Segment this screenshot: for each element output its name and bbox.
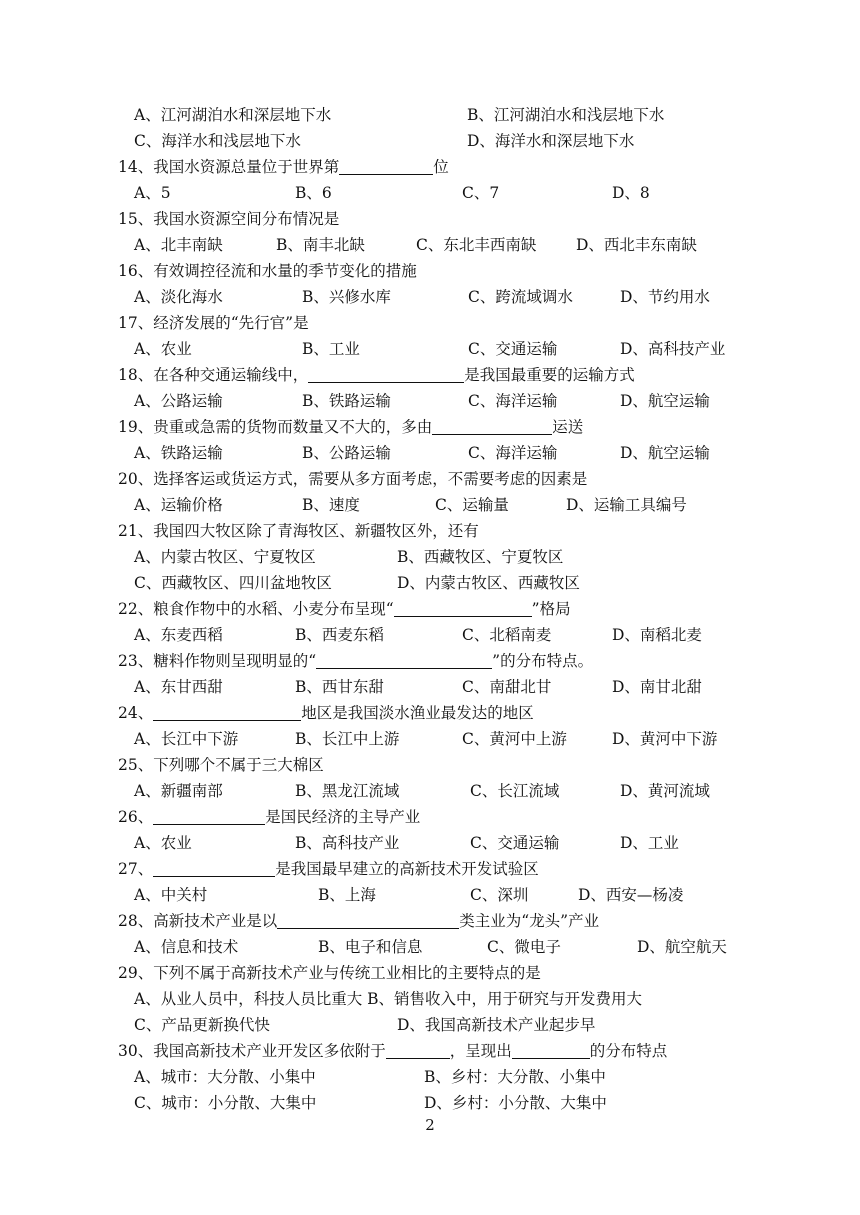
question-text-segment: 21、我国四大牧区除了青海牧区、新疆牧区外，还有 bbox=[118, 522, 479, 540]
answer-option: B、兴修水库 bbox=[302, 288, 391, 306]
answer-option: D、南稻北麦 bbox=[612, 626, 702, 644]
answer-option: B、速度 bbox=[302, 496, 360, 514]
answer-option: D、8 bbox=[612, 184, 650, 202]
answer-option: B、江河湖泊水和浅层地下水 bbox=[467, 106, 665, 124]
question-text-segment: 17、经济发展的“先行官”是 bbox=[118, 314, 309, 332]
answer-option: D、节约用水 bbox=[620, 288, 710, 306]
answer-option: A、公路运输 bbox=[134, 392, 223, 410]
answer-option: A、淡化海水 bbox=[134, 288, 223, 306]
answer-option: C、运输量 bbox=[435, 496, 509, 514]
answer-option: C、南甜北甘 bbox=[462, 678, 552, 696]
answer-option: D、黄河中下游 bbox=[612, 730, 718, 748]
answer-option: C、交通运输 bbox=[468, 340, 558, 358]
question-text-segment: ”的分布特点。 bbox=[492, 652, 594, 670]
question-text-segment: 29、下列不属于高新技术产业与传统工业相比的主要特点的是 bbox=[118, 964, 541, 982]
answer-option: A、北丰南缺 bbox=[134, 236, 223, 254]
question-text-segment: 27、 bbox=[118, 860, 154, 878]
answer-option: C、微电子 bbox=[487, 938, 561, 956]
answer-option: C、黄河中上游 bbox=[462, 730, 567, 748]
question-text-segment: 26、 bbox=[118, 808, 154, 826]
answer-option: C、北稻南麦 bbox=[462, 626, 552, 644]
answer-option: D、黄河流域 bbox=[620, 782, 710, 800]
answer-option: B、黑龙江流域 bbox=[295, 782, 400, 800]
answer-option: A、江河湖泊水和深层地下水 bbox=[134, 106, 332, 124]
answer-option: C、7 bbox=[462, 184, 500, 202]
answer-blank[interactable] bbox=[316, 652, 492, 669]
question-text bbox=[118, 806, 420, 828]
question-text-segment: 15、我国水资源空间分布情况是 bbox=[118, 210, 340, 228]
answer-blank[interactable] bbox=[308, 366, 464, 383]
answer-option: D、南甘北甜 bbox=[612, 678, 702, 696]
answer-option: B、铁路运输 bbox=[302, 392, 391, 410]
question-text bbox=[118, 702, 534, 724]
page-number: 2 bbox=[425, 1116, 435, 1134]
answer-option: C、城市：小分散、大集中 bbox=[134, 1094, 317, 1112]
answer-option: A、城市：大分散、小集中 bbox=[134, 1068, 316, 1086]
answer-option: B、南丰北缺 bbox=[276, 236, 365, 254]
answer-option: C、东北丰西南缺 bbox=[416, 236, 537, 254]
answer-blank[interactable] bbox=[153, 704, 301, 721]
answer-option: A、5 bbox=[134, 184, 171, 202]
question-text-segment: 23、糖料作物则呈现明显的“ bbox=[118, 652, 317, 670]
question-text bbox=[118, 910, 599, 932]
answer-option: C、跨流域调水 bbox=[468, 288, 573, 306]
answer-option: C、西藏牧区、四川盆地牧区 bbox=[134, 574, 332, 592]
question-text-segment: 是国民经济的主导产业 bbox=[265, 808, 421, 826]
answer-blank[interactable] bbox=[153, 808, 265, 825]
answer-blank[interactable] bbox=[153, 860, 275, 877]
answer-option: B、电子和信息 bbox=[318, 938, 423, 956]
answer-option: A、东甘西甜 bbox=[134, 678, 223, 696]
answer-option: D、运输工具编号 bbox=[566, 496, 687, 514]
answer-option: D、内蒙古牧区、西藏牧区 bbox=[397, 574, 580, 592]
answer-option: A、新疆南部 bbox=[134, 782, 223, 800]
answer-option: D、西北丰东南缺 bbox=[576, 236, 697, 254]
answer-option: A、铁路运输 bbox=[134, 444, 223, 462]
answer-blank[interactable] bbox=[386, 1042, 450, 1059]
answer-option: A、从业人员中，科技人员比重大 B、销售收入中，用于研究与开发费用大 bbox=[134, 990, 643, 1008]
answer-option: A、农业 bbox=[134, 834, 192, 852]
answer-option: C、海洋水和浅层地下水 bbox=[134, 132, 301, 150]
answer-option: B、长江中上游 bbox=[295, 730, 400, 748]
question-text-segment: 运送 bbox=[552, 418, 584, 436]
question-text bbox=[118, 1040, 667, 1062]
question-text-segment: 是我国最早建立的高新技术开发试验区 bbox=[275, 860, 539, 878]
question-text-segment: 位 bbox=[433, 158, 449, 176]
answer-blank[interactable] bbox=[432, 418, 552, 435]
answer-option: D、乡村：小分散、大集中 bbox=[424, 1094, 607, 1112]
question-text bbox=[118, 650, 593, 672]
answer-option: B、工业 bbox=[302, 340, 360, 358]
question-text bbox=[118, 364, 635, 386]
question-text-segment: 22、粮食作物中的水稻、小麦分布呈现“ bbox=[118, 600, 394, 618]
answer-option: C、海洋运输 bbox=[468, 392, 558, 410]
question-text bbox=[118, 312, 309, 334]
answer-option: D、航空运输 bbox=[620, 392, 710, 410]
answer-option: C、深圳 bbox=[470, 886, 529, 904]
answer-option: B、西藏牧区、宁夏牧区 bbox=[397, 548, 564, 566]
answer-option: D、海洋水和深层地下水 bbox=[467, 132, 635, 150]
answer-option: B、6 bbox=[295, 184, 332, 202]
question-text bbox=[118, 208, 339, 230]
question-text-segment: 19、贵重或急需的货物而数量又不大的，多由 bbox=[118, 418, 433, 436]
question-text-segment: 28、高新技术产业是以 bbox=[118, 912, 278, 930]
question-text bbox=[118, 416, 583, 438]
question-text bbox=[118, 156, 449, 178]
question-text-segment: 地区是我国淡水渔业最发达的地区 bbox=[301, 704, 534, 722]
question-text-segment: 14、我国水资源总量位于世界第 bbox=[118, 158, 340, 176]
answer-option: B、公路运输 bbox=[302, 444, 391, 462]
answer-option: A、内蒙古牧区、宁夏牧区 bbox=[134, 548, 316, 566]
answer-option: B、高科技产业 bbox=[295, 834, 400, 852]
answer-option: C、长江流域 bbox=[470, 782, 560, 800]
question-text bbox=[118, 962, 541, 984]
question-text bbox=[118, 858, 539, 880]
question-text-segment: 20、选择客运或货运方式，需要从多方面考虑，不需要考虑的因素是 bbox=[118, 470, 588, 488]
question-text bbox=[118, 520, 479, 542]
question-text-segment: ，呈现出 bbox=[449, 1042, 512, 1060]
answer-blank[interactable] bbox=[339, 158, 433, 175]
question-text bbox=[118, 598, 571, 620]
answer-blank[interactable] bbox=[277, 912, 459, 929]
answer-option: A、中关村 bbox=[134, 886, 208, 904]
question-text-segment: 16、有效调控径流和水量的季节变化的措施 bbox=[118, 262, 417, 280]
answer-option: D、工业 bbox=[620, 834, 679, 852]
answer-option: B、西甘东甜 bbox=[295, 678, 384, 696]
question-text-segment: 的分布特点 bbox=[589, 1042, 668, 1060]
answer-option: C、产品更新换代快 bbox=[134, 1016, 270, 1034]
answer-option: D、西安—杨凌 bbox=[578, 886, 684, 904]
answer-option: B、西麦东稻 bbox=[295, 626, 384, 644]
answer-option: D、航空航天 bbox=[637, 938, 727, 956]
answer-option: A、信息和技术 bbox=[134, 938, 239, 956]
question-text bbox=[118, 754, 324, 776]
answer-option: A、运输价格 bbox=[134, 496, 223, 514]
answer-option: C、交通运输 bbox=[470, 834, 560, 852]
answer-option: A、东麦西稻 bbox=[134, 626, 223, 644]
question-text-segment: 24、 bbox=[118, 704, 154, 722]
answer-option: A、长江中下游 bbox=[134, 730, 239, 748]
answer-option: D、航空运输 bbox=[620, 444, 710, 462]
answer-option: C、海洋运输 bbox=[468, 444, 558, 462]
answer-blank[interactable] bbox=[394, 600, 532, 617]
answer-option: D、我国高新技术产业起步早 bbox=[397, 1016, 596, 1034]
answer-option: B、乡村：大分散、小集中 bbox=[424, 1068, 606, 1086]
answer-option: B、上海 bbox=[318, 886, 376, 904]
answer-option: A、农业 bbox=[134, 340, 192, 358]
answer-blank[interactable] bbox=[512, 1042, 590, 1059]
answer-option: D、高科技产业 bbox=[620, 340, 726, 358]
question-text-segment: 是我国最重要的运输方式 bbox=[464, 366, 635, 384]
question-text-segment: 18、在各种交通运输线中， bbox=[118, 366, 309, 384]
question-text bbox=[118, 468, 587, 490]
question-text-segment: 25、下列哪个不属于三大棉区 bbox=[118, 756, 324, 774]
question-text bbox=[118, 260, 417, 282]
question-text-segment: 30、我国高新技术产业开发区多依附于 bbox=[118, 1042, 386, 1060]
question-text-segment: ”格局 bbox=[531, 600, 571, 618]
question-text-segment: 类主业为“龙头”产业 bbox=[459, 912, 600, 930]
